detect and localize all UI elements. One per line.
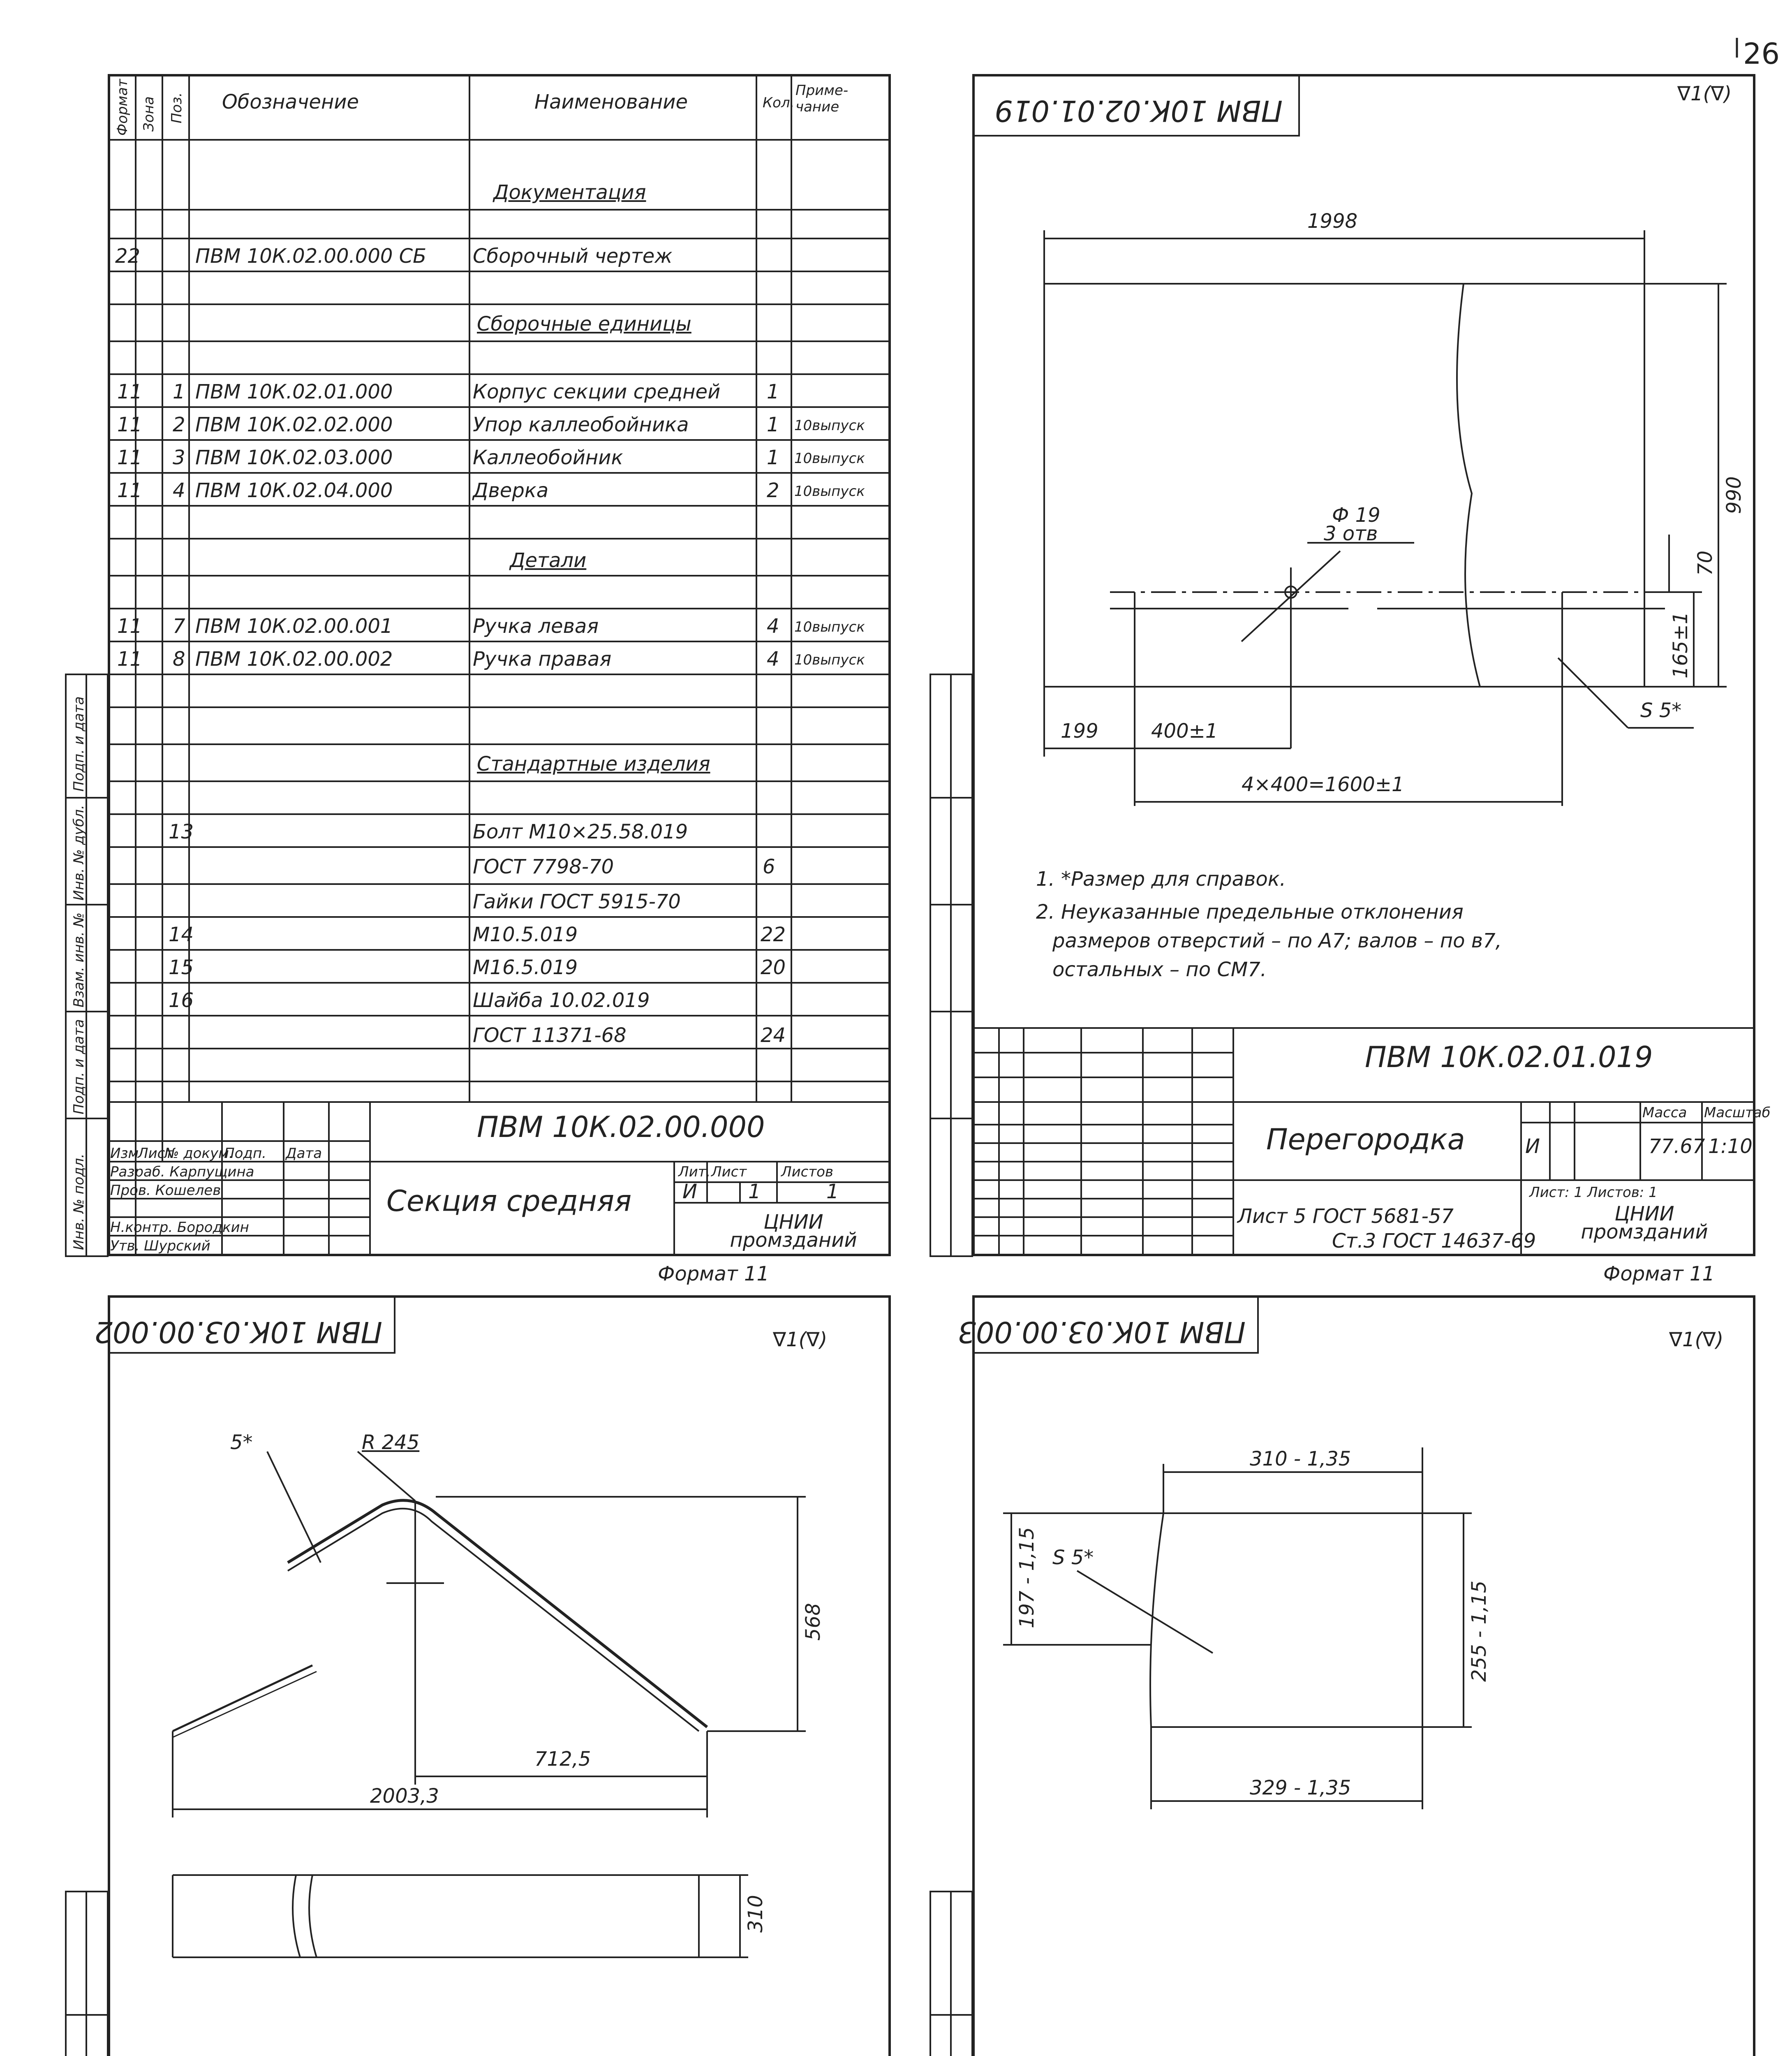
stamp-label: Дата <box>286 1145 322 1162</box>
roughness-mark: ∇1(∇) <box>1669 1328 1724 1351</box>
dim-hole-count: 3 отв <box>1324 522 1378 545</box>
note-line: остальных – по СМ7. <box>1052 958 1267 981</box>
dim-height: 568 <box>802 1603 825 1641</box>
col-pos-header: Поз. <box>169 92 185 123</box>
dim-thickness: 5* <box>230 1431 253 1454</box>
section-parts: Детали <box>510 549 587 572</box>
organization: ЦНИИ промзданий <box>1581 1202 1708 1243</box>
row-pos: 7 <box>173 615 185 638</box>
row-pos: 8 <box>173 648 185 671</box>
dim-top: 310 - 1,35 <box>1250 1447 1351 1470</box>
row-pos: 4 <box>173 479 185 502</box>
row-name: Ручка левая <box>473 615 599 638</box>
std-qty: 22 <box>761 923 786 946</box>
dim-height: 990 <box>1723 476 1746 514</box>
row-format: 11 <box>117 479 143 502</box>
std-qty: 6 <box>763 855 775 878</box>
stamp-label: Лист <box>138 1145 173 1162</box>
col-designation-header: Обозначение <box>222 90 359 113</box>
std-name: Гайки ГОСТ 5915-70 <box>473 890 681 913</box>
material: Ст.3 ГОСТ 14637-69 <box>1332 1229 1536 1253</box>
staff-entry: Разраб. Карпущина <box>110 1164 254 1180</box>
roughness-mark: ∇1(∇) <box>1677 82 1732 105</box>
row-note: 10выпуск <box>794 450 865 467</box>
std-pos: 16 <box>169 989 194 1012</box>
dim-right: 255 - 1,15 <box>1468 1580 1491 1682</box>
dim-400: 400±1 <box>1151 720 1218 743</box>
row-qty: 1 <box>767 380 779 403</box>
dim-left: 197 - 1,15 <box>1015 1527 1038 1628</box>
stamp-label: № докум. <box>164 1145 234 1162</box>
dim-712: 712,5 <box>534 1748 591 1771</box>
stamp-label: Изм <box>110 1145 139 1162</box>
rotated-code: ПВМ 10К.02.01.019 <box>994 94 1283 127</box>
row-name: Сборочный чертеж <box>473 245 673 268</box>
rotated-code: ПВМ 10К.03.00.002 <box>94 1315 382 1349</box>
note-line: 2. Неуказанные предельные отклонения <box>1036 901 1464 924</box>
title-name: Перегородка <box>1266 1123 1465 1156</box>
row-note: 10выпуск <box>794 652 865 668</box>
row-note: 10выпуск <box>794 417 865 434</box>
page-number: 26 <box>1743 37 1780 71</box>
scale-label: Масштаб <box>1704 1104 1771 1121</box>
std-pos: 14 <box>169 923 194 946</box>
row-qty: 1 <box>767 413 779 436</box>
std-name: ГОСТ 7798-70 <box>473 855 614 878</box>
row-name: Каллеобойник <box>473 446 623 469</box>
side-label: Инв. № подл. <box>71 1153 87 1250</box>
col-name-header: Наименование <box>534 90 688 113</box>
section-docs: Документация <box>493 181 646 204</box>
dim-165: 165±1 <box>1669 611 1692 678</box>
side-label: Инв. № дубл. <box>71 805 87 901</box>
row-name: Ручка правая <box>473 648 612 671</box>
row-note: 10выпуск <box>794 619 865 635</box>
mass-value: 77.67 <box>1649 1135 1705 1158</box>
note-line: размеров отверстий – по А7; валов – по в7, <box>1052 929 1502 952</box>
std-pos: 13 <box>169 820 194 843</box>
dim-width: 1998 <box>1307 210 1358 233</box>
sheet-line: Лист: 1 Листов: 1 <box>1529 1184 1658 1201</box>
title-code: ПВМ 10К.02.00.000 <box>477 1110 765 1144</box>
stamp-label: Подп. <box>224 1145 266 1162</box>
dim-radius: R 245 <box>362 1431 420 1454</box>
rotated-code: ПВМ 10К.03.00.003 <box>957 1315 1246 1349</box>
row-qty: 2 <box>767 479 779 502</box>
col-format-header: Формат <box>114 79 131 136</box>
std-name: Шайба 10.02.019 <box>473 989 650 1012</box>
row-pos: 1 <box>173 380 185 403</box>
side-label: Подп. и дата <box>71 1019 87 1114</box>
row-designation: ПВМ 10К.02.00.001 <box>195 615 393 638</box>
lit-value: И <box>682 1180 697 1203</box>
std-qty: 24 <box>761 1024 786 1047</box>
row-format: 11 <box>117 446 143 469</box>
dim-hole: Ф 19 <box>1332 504 1380 527</box>
title-code: ПВМ 10К.02.01.019 <box>1365 1040 1653 1074</box>
material: Лист 5 ГОСТ 5681-57 <box>1237 1205 1454 1228</box>
row-qty: 4 <box>767 615 779 638</box>
dim-thickness: S 5* <box>1052 1546 1094 1569</box>
row-format: 11 <box>117 648 143 671</box>
row-designation: ПВМ 10К.02.01.000 <box>195 380 393 403</box>
row-designation: ПВМ 10К.02.04.000 <box>195 479 393 502</box>
section-assembly: Сборочные единицы <box>477 313 691 336</box>
col-note-header: Приме-чание <box>795 82 849 115</box>
title-name: Секция средняя <box>386 1184 632 1218</box>
dim-pitch: 4×400=1600±1 <box>1242 773 1404 796</box>
std-qty: 20 <box>761 956 786 979</box>
roughness-mark: ∇1(∇) <box>773 1328 828 1351</box>
row-designation: ПВМ 10К.02.03.000 <box>195 446 393 469</box>
side-label: Подп. и дата <box>71 696 87 792</box>
row-format: 11 <box>117 413 143 436</box>
format-label: Формат 11 <box>658 1262 770 1285</box>
mass-label: Масса <box>1642 1104 1687 1121</box>
std-name: М10.5.019 <box>473 923 578 946</box>
row-name: Корпус секции средней <box>473 380 721 403</box>
dim-width: 310 <box>744 1895 767 1933</box>
staff-entry: Н.контр. Бородкин <box>110 1219 249 1236</box>
col-qty-header: Кол. <box>763 95 795 111</box>
section-standard: Стандартные изделия <box>477 752 710 776</box>
sheets-label: Листов <box>781 1164 834 1180</box>
row-pos: 2 <box>173 413 185 436</box>
row-format: 11 <box>117 380 143 403</box>
sheet-value: 1 <box>748 1180 761 1203</box>
format-label: Формат 11 <box>1603 1262 1715 1285</box>
dim-thickness: S 5* <box>1640 699 1682 722</box>
staff-entry: Утв. Шурский <box>110 1238 210 1254</box>
dim-70: 70 <box>1694 550 1717 576</box>
row-note: 10выпуск <box>794 483 865 500</box>
row-qty: 4 <box>767 648 779 671</box>
std-pos: 15 <box>169 956 194 979</box>
std-name: ГОСТ 11371-68 <box>473 1024 627 1047</box>
row-name: Упор каллеобойника <box>473 413 689 436</box>
row-pos: 3 <box>173 446 185 469</box>
dim-bottom: 329 - 1,35 <box>1250 1776 1351 1799</box>
row-designation: ПВМ 10К.02.00.002 <box>195 648 393 671</box>
lit-value: И <box>1525 1135 1540 1158</box>
dim-length: 2003,3 <box>370 1785 439 1808</box>
sheets-value: 1 <box>826 1180 839 1203</box>
row-designation: ПВМ 10К.02.00.000 СБ <box>195 245 427 268</box>
std-name: М16.5.019 <box>473 956 578 979</box>
row-qty: 1 <box>767 446 779 469</box>
std-name: Болт М10×25.58.019 <box>473 820 688 843</box>
scale-value: 1:10 <box>1708 1135 1753 1158</box>
note-line: 1. *Размер для справок. <box>1036 868 1286 891</box>
dim-199: 199 <box>1061 720 1098 743</box>
row-format: 22 <box>115 245 141 268</box>
organization: ЦНИИ промзданий <box>730 1211 857 1252</box>
row-designation: ПВМ 10К.02.02.000 <box>195 413 393 436</box>
sheet-label: Лист <box>711 1164 747 1180</box>
col-zone-header: Зона <box>141 96 157 132</box>
row-name: Дверка <box>473 479 549 502</box>
side-label: Взам. инв. № <box>71 912 87 1007</box>
lit-label: Лит. <box>678 1164 711 1180</box>
row-format: 11 <box>117 615 143 638</box>
staff-entry: Пров. Кошелев <box>110 1182 221 1199</box>
